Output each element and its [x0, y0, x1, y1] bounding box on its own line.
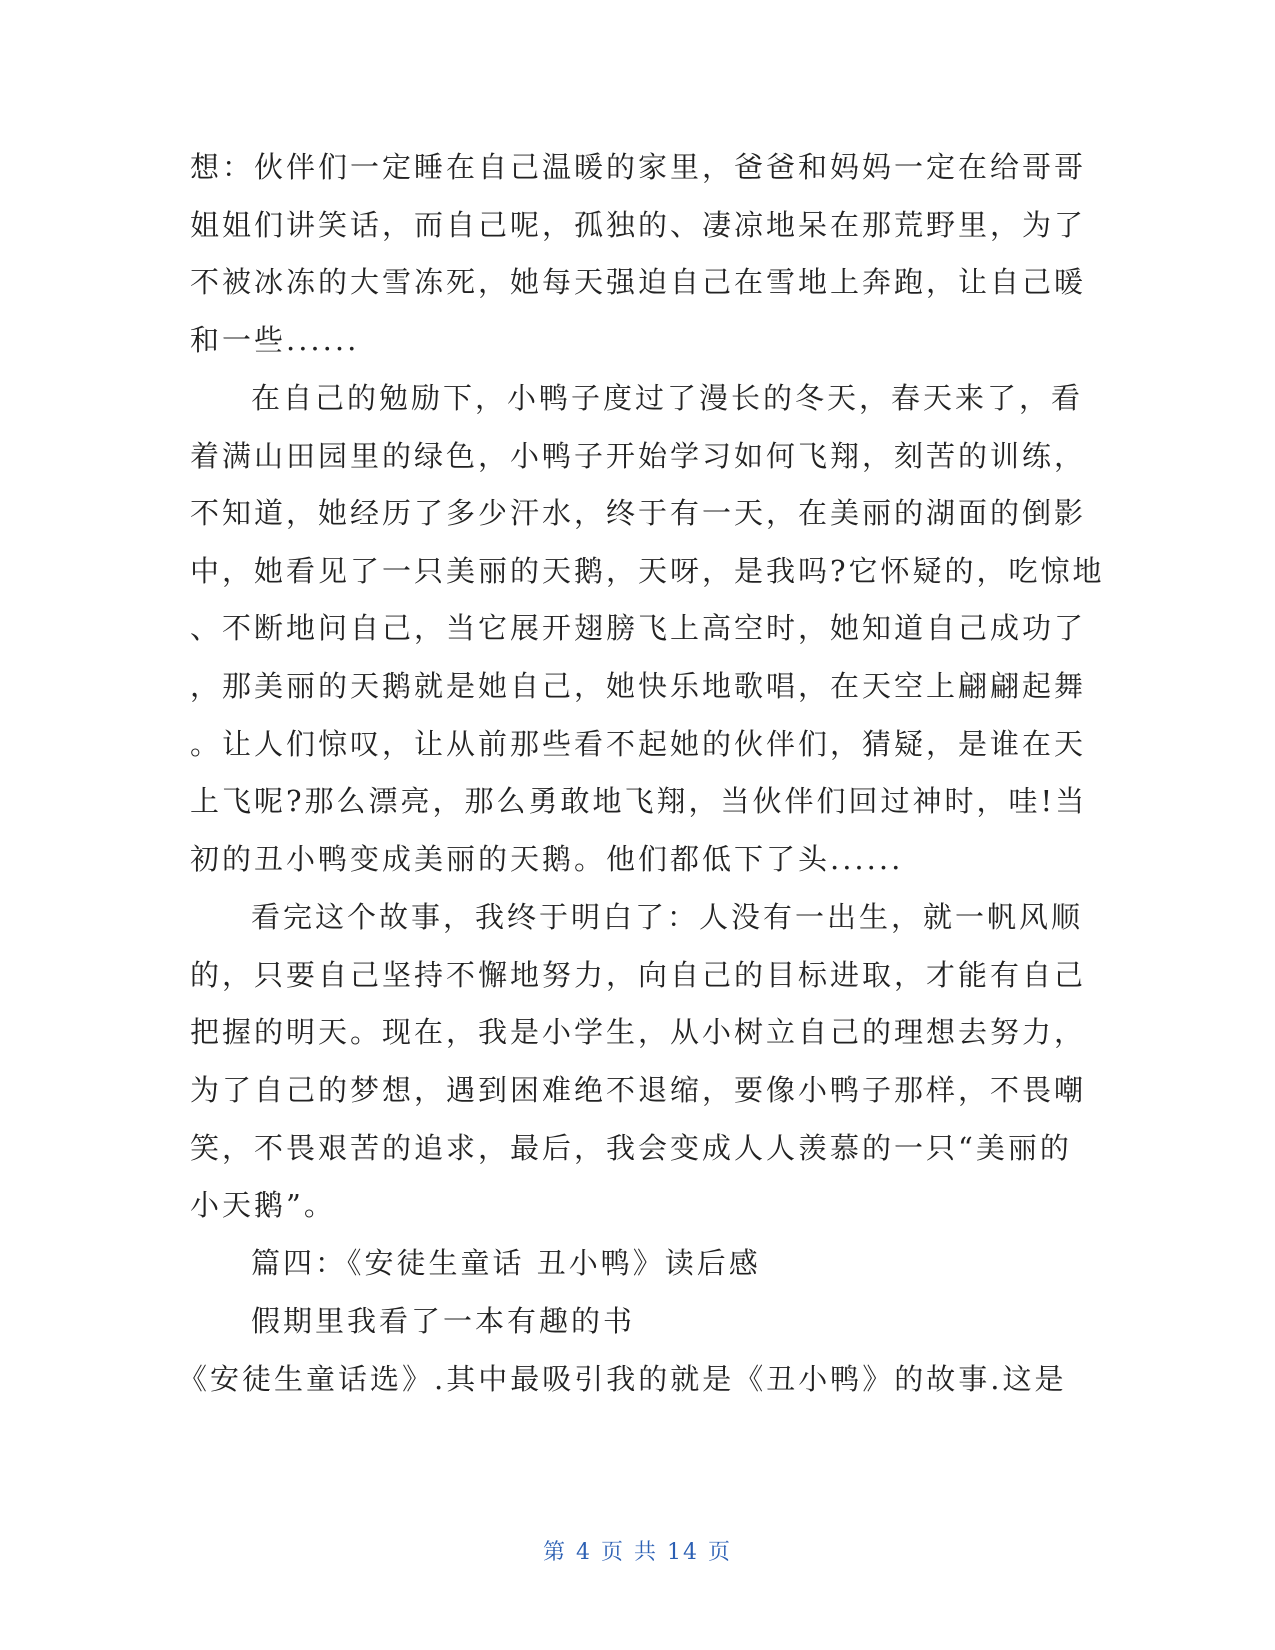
paragraph-line: 姐姐们讲笑话，而自己呢，孤独的、凄凉地呆在那荒野里，为了 [190, 208, 1087, 242]
page-number-label: 第 4 页 共 14 页 [543, 1540, 732, 1565]
paragraph-line: 笑，不畏艰苦的追求，最后，我会变成人人羡慕的一只“美丽的 [190, 1131, 1072, 1165]
paragraph-line: 的，只要自己坚持不懈地努力，向自己的目标进取，才能有自己 [190, 958, 1087, 992]
section-heading: 篇四：《安徒生童话 丑小鸭》读后感 [251, 1246, 761, 1280]
paragraph-line: 看完这个故事，我终于明白了：人没有一出生，就一帆风顺 [251, 900, 1084, 934]
paragraph-line: 为了自己的梦想，遇到困难绝不退缩，要像小鸭子那样，不畏嘲 [190, 1073, 1087, 1107]
paragraph-line: ，那美丽的天鹅就是她自己，她快乐地歌唱，在天空上翩翩起舞 [190, 669, 1087, 703]
paragraph-line: 不知道，她经历了多少汗水，终于有一天，在美丽的湖面的倒影 [190, 496, 1087, 530]
paragraph-line: 小天鹅”。 [190, 1188, 336, 1222]
paragraph-line: 、不断地问自己，当它展开翅膀飞上高空时，她知道自己成功了 [190, 611, 1087, 645]
paragraph-line: 着满山田园里的绿色，小鸭子开始学习如何飞翔，刻苦的训练， [190, 439, 1087, 473]
paragraph-line: 想：伙伴们一定睡在自己温暖的家里，爸爸和妈妈一定在给哥哥 [190, 150, 1087, 184]
paragraph-line: 和一些...... [190, 323, 360, 357]
paragraph-line: 假期里我看了一本有趣的书 [251, 1304, 636, 1338]
paragraph-line: 《安徒生童话选》.其中最吸引我的就是《丑小鸭》的故事.这是 [178, 1362, 1067, 1396]
paragraph-line: 上飞呢?那么漂亮，那么勇敢地飞翔，当伙伴们回过神时，哇!当 [190, 784, 1088, 818]
paragraph-line: 中，她看见了一只美丽的天鹅，天呀，是我吗?它怀疑的，吃惊地 [190, 554, 1105, 588]
paragraph-line: 初的丑小鸭变成美丽的天鹅。他们都低下了头...... [190, 842, 904, 876]
paragraph-line: 不被冰冻的大雪冻死，她每天强迫自己在雪地上奔跑，让自己暖 [190, 265, 1087, 299]
page-footer [0, 1535, 1275, 1566]
paragraph-line: 。让人们惊叹，让从前那些看不起她的伙伴们，猜疑，是谁在天 [190, 727, 1087, 761]
paragraph-line: 在自己的勉励下，小鸭子度过了漫长的冬天，春天来了，看 [251, 381, 1084, 415]
paragraph-line: 把握的明天。现在，我是小学生，从小树立自己的理想去努力， [190, 1015, 1087, 1049]
